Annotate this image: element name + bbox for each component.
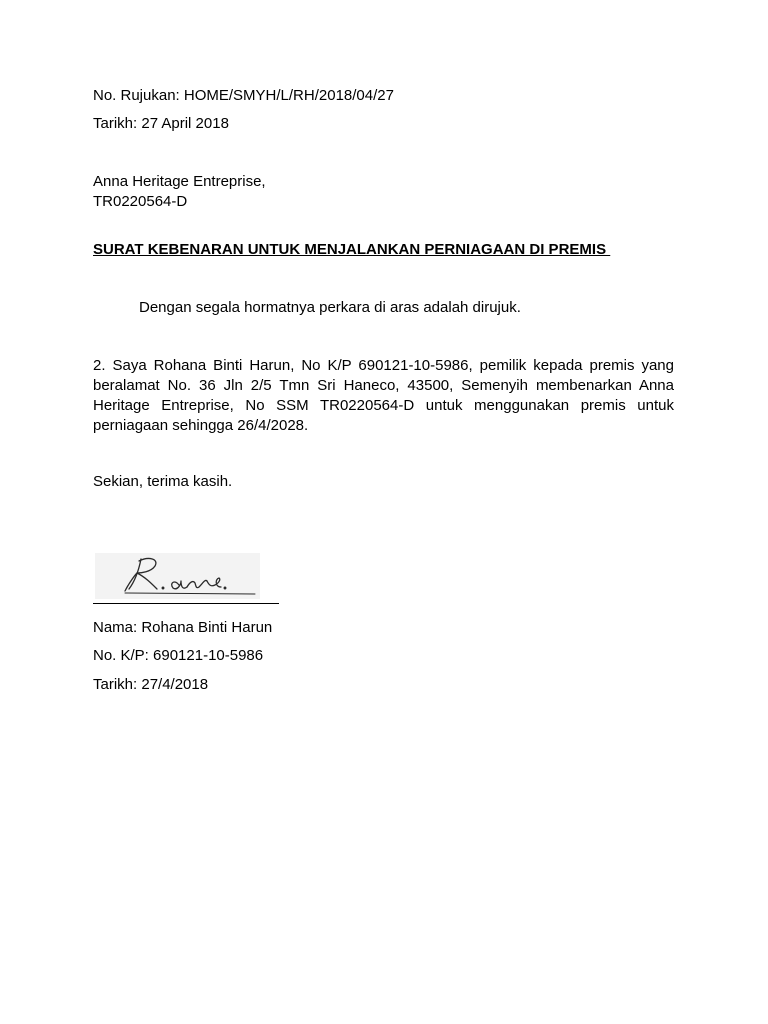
closing-line: Sekian, terima kasih. [93,473,233,490]
letter-title: SURAT KEBENARAN UNTUK MENJALANKAN PERNIAGAAN DI PREMIS [93,241,611,258]
signatory-ic: No. K/P: 690121-10-5986 [93,647,264,664]
opening-line: Dengan segala hormatnya perkara di aras adalah dirujuk. [139,299,521,316]
letter-date: Tarikh: 27 April 2018 [93,115,229,132]
reference-number: No. Rujukan: HOME/SMYH/L/RH/2018/04/27 [93,87,394,104]
signatory-date: Tarikh: 27/4/2018 [93,676,209,693]
recipient-name: Anna Heritage Entreprise, [93,173,266,190]
signature-line [93,603,279,604]
signatory-name: Nama: Rohana Binti Harun [93,619,273,636]
recipient-reg-no: TR0220564-D [93,193,188,210]
body-paragraph: 2. Saya Rohana Binti Harun, No K/P 690121-10-5986, pemilik kepada premis yang beralamat No. 36 Jln 2/5 Tmn Sri Haneco, 43500, Semenyih membenarkan Anna Heritage Entreprise, No SSM TR0220564-D untuk menggunakan premis untuk perniagaan sehingga 26/4/2028. [93,357,674,434]
signature-image [95,553,260,599]
